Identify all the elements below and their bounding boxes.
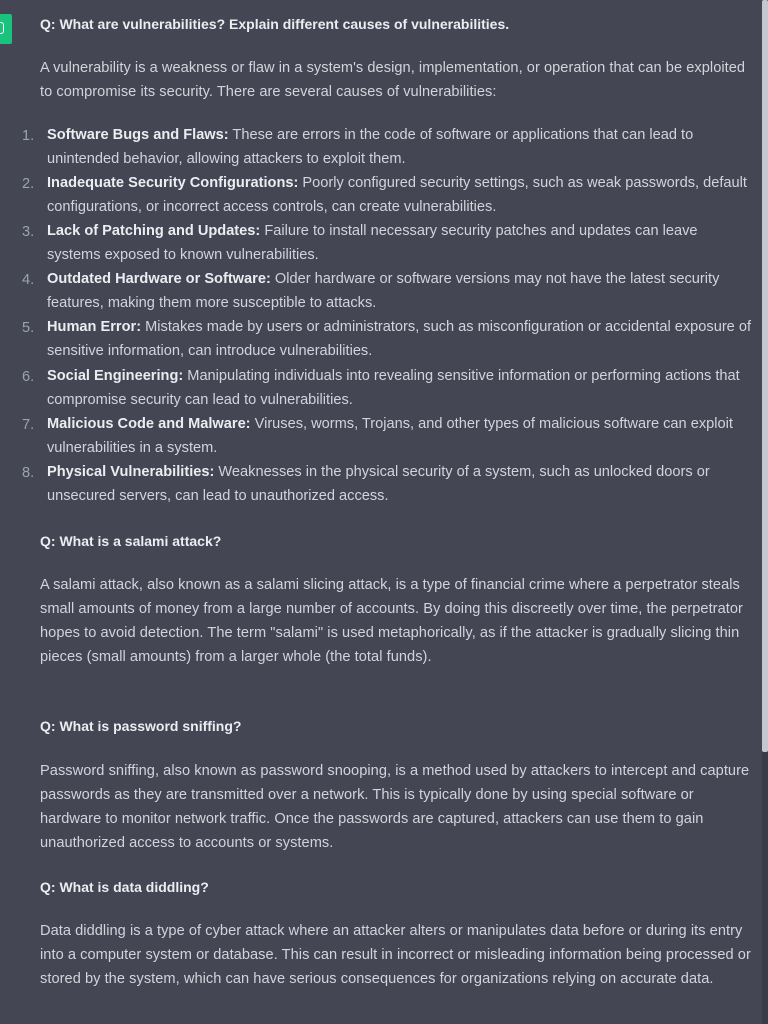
list-number: 7. (22, 417, 35, 433)
answer-data-diddling: Data diddling is a type of cyber attack where an attacker alters or manipulates data before or during its entry into a computer system or database. This can result in incorrect or misleading information being processed or stored by the system, which can have serious consequences for organizations relying on accurate data. (40, 923, 751, 987)
list-text: These are errors in the code of software or applications that can lead to unintended behavior, allowing attackers to exploit them. (47, 127, 694, 167)
answer-salami-attack: A salami attack, also known as a salami slicing attack, is a type of financial crime where a perpetrator steals small amounts of money from a large number of accounts. By doing this discreetly over time, the perpetrator hopes to avoid detection. The term "salami" is used metaphorically, as if the attacker is gradually slicing thin pieces (small amounts) from a larger whole (the total funds). (40, 577, 743, 665)
list-term: Social Engineering: (47, 368, 184, 384)
answer-password-sniffing: Password sniffing, also known as password snooping, is a method used by attackers to intercept and capture passwords as they are transmitted over a network. This is typically done by using special software or hardware to monitor network traffic. Once the passwords are captured, attackers can use them to gain unauthorized access to accounts or systems. (40, 763, 750, 851)
assistant-avatar (0, 14, 12, 44)
list-number: 6. (22, 369, 35, 385)
list-term: Human Error: (47, 319, 142, 335)
question-vulnerabilities: Q: What are vulnerabilities? Explain different causes of vulnerabilities. (40, 16, 510, 32)
list-text: Mistakes made by users or administrators, such as misconfiguration or accidental exposure of sensitive information, can introduce vulnerabilities. (47, 319, 752, 359)
answer-intro: A vulnerability is a weakness or flaw in a system's design, implementation, or operation that can be exploited to compromise its security. There are several causes of vulnerabilities: (40, 60, 746, 100)
list-text: Weaknesses in the physical security of a system, such as unlocked doors or unsecured servers, can lead to unauthorized access. (47, 464, 710, 504)
question-data-diddling: Q: What is data diddling? (40, 879, 209, 895)
scrollbar-thumb[interactable] (762, 0, 768, 752)
question-salami-attack: Q: What is a salami attack? (40, 533, 222, 549)
question-password-sniffing: Q: What is password sniffing? (40, 718, 242, 734)
list-number: 8. (22, 465, 35, 481)
list-number: 2. (22, 176, 35, 192)
list-number: 1. (22, 128, 35, 144)
list-number: 3. (22, 224, 35, 240)
list-term: Malicious Code and Malware: (47, 416, 251, 432)
list-number: 4. (22, 272, 35, 288)
list-number: 5. (22, 320, 35, 336)
list-term: Outdated Hardware or Software: (47, 271, 271, 287)
list-term: Inadequate Security Configurations: (47, 175, 299, 191)
list-term: Software Bugs and Flaws: (47, 127, 229, 143)
openai-logo-icon (0, 22, 4, 34)
list-term: Physical Vulnerabilities: (47, 464, 215, 480)
list-text: Older hardware or software versions may not have the latest security features, making them more susceptible to attacks. (47, 271, 720, 311)
list-term: Lack of Patching and Updates: (47, 223, 261, 239)
list-text: Poorly configured security settings, such as weak passwords, default configurations, or incorrect access controls, can create vulnerabilities. (47, 175, 747, 215)
list-text: Viruses, worms, Trojans, and other types of malicious software can exploit vulnerabilities in a system. (47, 416, 733, 456)
list-text: Failure to install necessary security patches and updates can leave systems exposed to known vulnerabilities. (47, 223, 698, 263)
scrollbar-track[interactable] (762, 0, 768, 1024)
list-text: Manipulating individuals into revealing sensitive information or performing actions that compromise security can lead to vulnerabilities. (47, 368, 740, 408)
